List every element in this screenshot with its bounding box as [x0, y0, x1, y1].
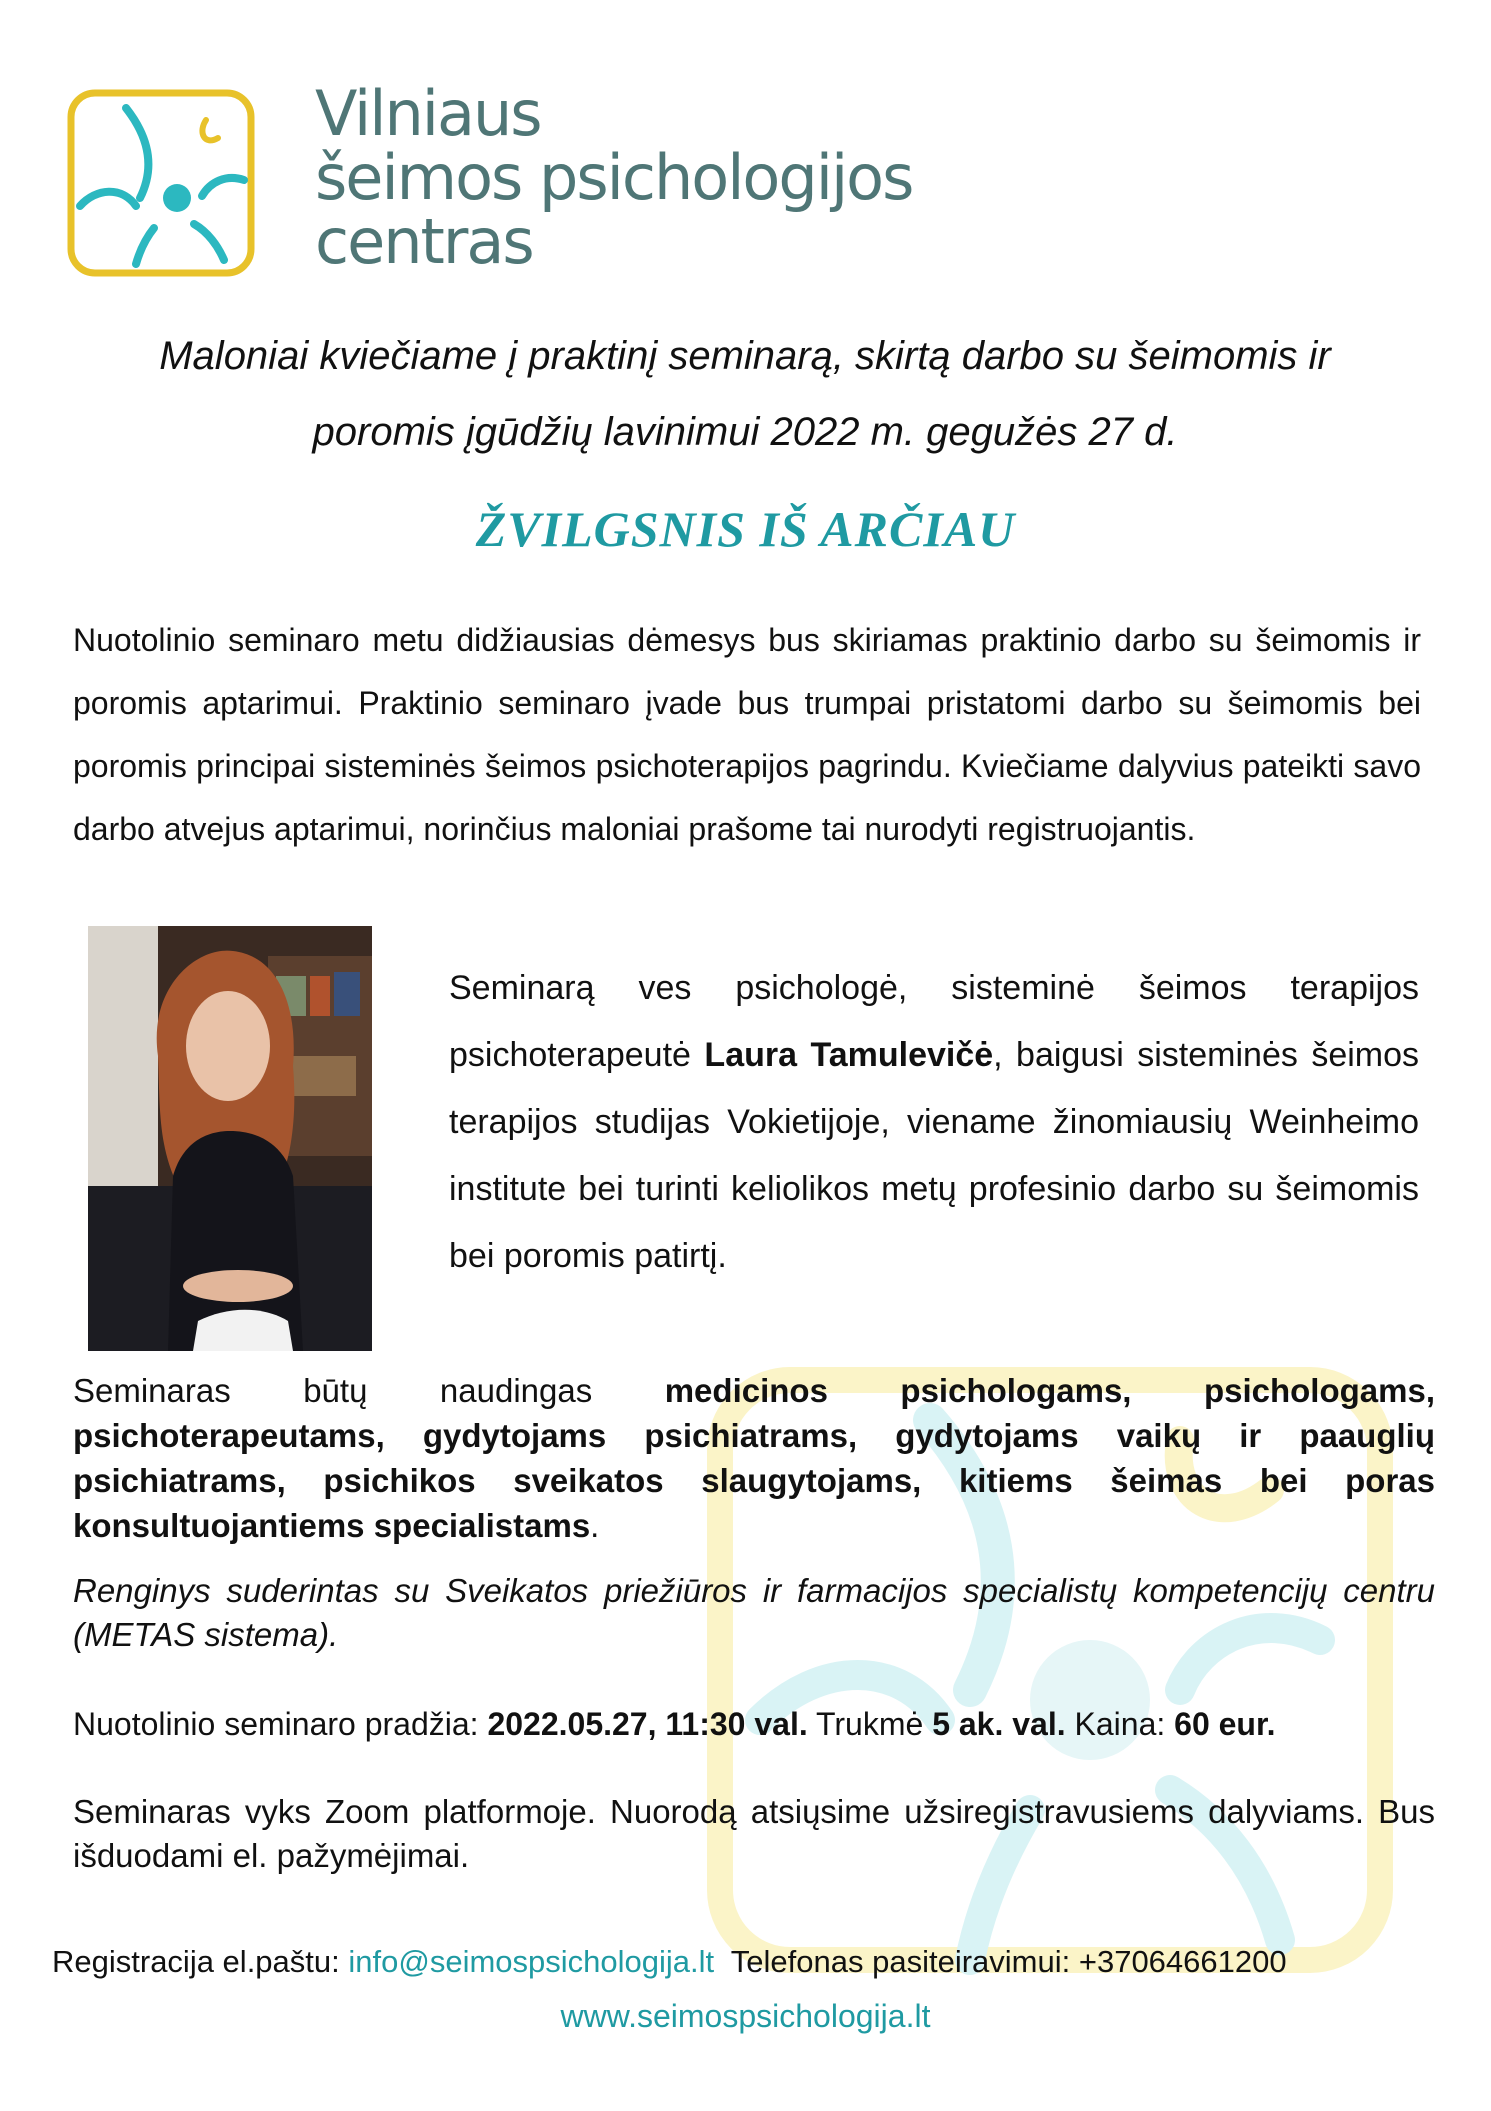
bio-text-before: Seminarą ves psichologė, sisteminė šeimos terapijos psichoterapeutė — [449, 969, 1419, 1074]
website-link[interactable]: www.seimospsichologija.lt — [560, 1998, 931, 2034]
seminar-title: ŽVILGSNIS IŠ ARČIAU — [475, 501, 1016, 557]
contact-line — [52, 1940, 1442, 1984]
speaker-name: Laura Tamulevičė — [704, 1036, 994, 1074]
audience-lead: Seminaras būtų naudingas — [73, 1372, 665, 1409]
speaker-bio — [449, 955, 1419, 1290]
brand-line-3: centras — [315, 205, 533, 278]
bio-text-after: , baigusi sisteminės šeimos terapijos studijas Vokietijoje, viename žinomiausių Weinheimo institute bei turinti keliolikos metų profesinio darbo su šeimomis bei poromis patirtį. — [449, 1036, 1420, 1275]
duration-value: 5 ak. val. — [932, 1706, 1066, 1742]
phone-number: +37064661200 — [1078, 1944, 1287, 1979]
zoom-info: Seminaras vyks Zoom platformoje. Nuorodą atsiųsime užsiregistravusiems dalyviams. Bus išduodami el. pažymėjimai. — [73, 1793, 1435, 1874]
audience-paragraph — [73, 1368, 1435, 1548]
speaker-photo — [88, 926, 372, 1351]
invitation-line-2: poromis įgūdžių lavinimui 2022 m. gegužės 27 d. — [312, 410, 1178, 454]
audience-targets: medicinos psichologams, psichologams, psichoterapeutams, gydytojams psichiatrams, gydytojams vaikų ir paauglių psichiatrams, psichikos sveikatos slaugytojams, kitiems šeimas bei poras konsultuojantiems specialistams — [73, 1372, 1435, 1544]
email-link[interactable]: info@seimospsichologija.lt — [348, 1944, 715, 1979]
brand-name — [315, 77, 913, 278]
price-value: 60 eur. — [1174, 1706, 1276, 1742]
accreditation-note: Renginys suderintas su Sveikatos priežiūros ir farmacijos specialistų kompetencijų centru (METAS sistema). — [73, 1572, 1435, 1653]
invitation-text — [60, 318, 1430, 470]
duration-label: Trukmė — [807, 1706, 933, 1742]
brand-line-2: šeimos psichologijos — [315, 141, 913, 214]
email-label: Registracija el.paštu: — [52, 1944, 349, 1979]
sun-figure-icon — [66, 88, 256, 278]
phone-label: Telefonas pasiteiravimui: — [714, 1944, 1079, 1979]
brand-line-1: Vilniaus — [315, 77, 541, 150]
start-value: 2022.05.27, 11:30 val. — [487, 1706, 808, 1742]
price-label: Kaina: — [1065, 1706, 1175, 1742]
intro-paragraph: Nuotolinio seminaro metu didžiausias dėmesys bus skiriamas praktinio darbo su šeimomis ir poromis aptarimui. Praktinio seminaro įvade bus trumpai pristatomi darbo su šeimomis bei poromis principai sisteminės šeimos psichoterapijos pagrindu. Kviečiame dalyvius pateikti savo darbo atvejus aptarimui, norinčius maloniai prašome tai nurodyti registruojantis. — [73, 622, 1421, 847]
audience-end: . — [590, 1507, 600, 1544]
invitation-line-1: Maloniai kviečiame į praktinį seminarą, skirtą darbo su šeimomis ir — [159, 334, 1331, 378]
seminar-details — [73, 1702, 1443, 1746]
start-label: Nuotolinio seminaro pradžia: — [73, 1706, 488, 1742]
